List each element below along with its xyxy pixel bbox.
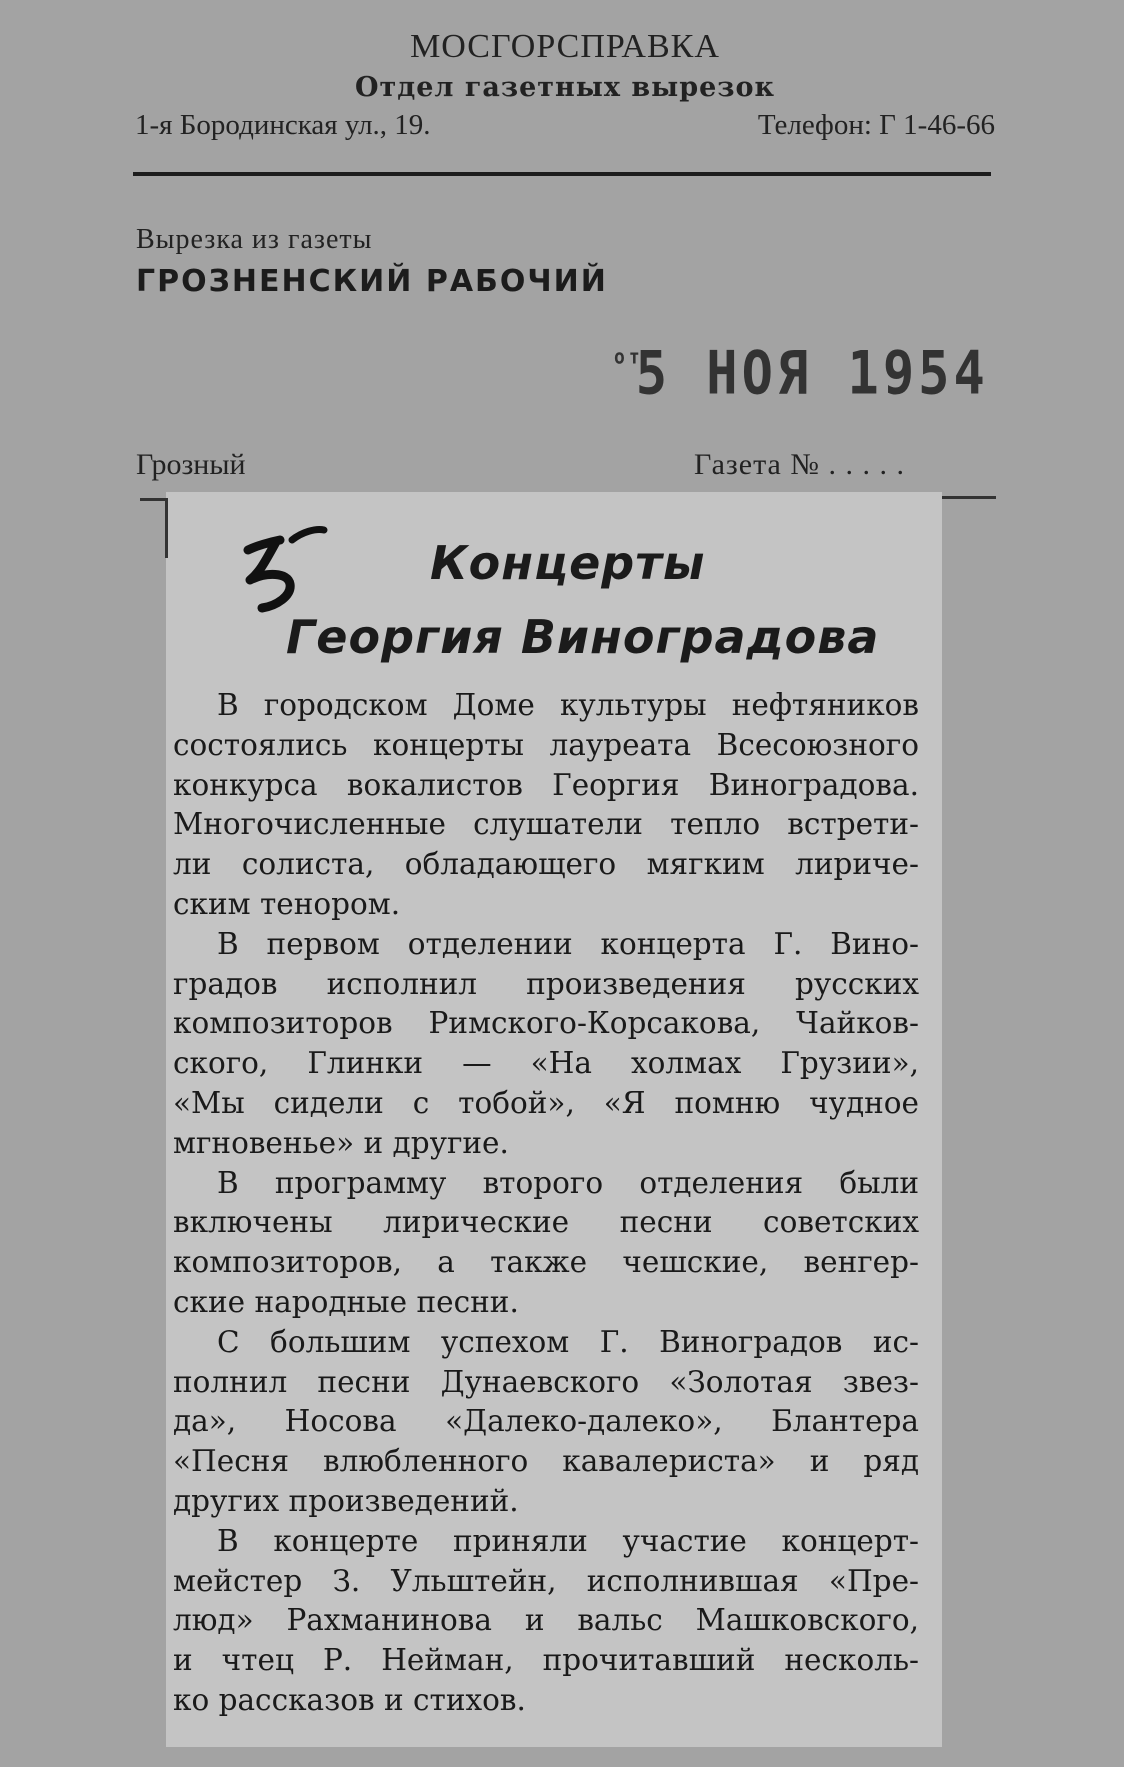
- header-rule: [133, 172, 991, 176]
- article-line: В городском Доме культуры нефтяников: [217, 688, 919, 722]
- article-line: мейстер З. Ульштейн, исполнившая «Пре-: [173, 1563, 919, 1598]
- article-line: «Мы сидели с тобой», «Я помню чудное: [173, 1085, 919, 1120]
- article-line: мгновенье» и другие.: [173, 1125, 509, 1160]
- letterhead: [135, 28, 995, 142]
- gazeta-number-label: Газета № . . . . .: [694, 448, 905, 481]
- article-line: композиторов, а также чешские, венгер-: [173, 1245, 919, 1280]
- address-row: [135, 109, 995, 142]
- article-line: конкурса вокалистов Георгия Виноградова.: [173, 767, 919, 802]
- article-line: ко рассказов и стихов.: [173, 1682, 526, 1717]
- article-line: полнил песни Дунаевского «Золотая звез-: [173, 1364, 919, 1399]
- newspaper-name: ГРОЗНЕНСКИЙ РАБОЧИЙ: [136, 264, 608, 299]
- handwritten-number-mark: [236, 520, 332, 616]
- article-line: В первом отделении концерта Г. Вино-: [217, 926, 919, 961]
- article-line: состоялись концерты лауреата Всесоюзного: [173, 727, 919, 762]
- article-line: ского, Глинки — «На холмах Грузии»,: [173, 1046, 919, 1081]
- article-line: ли солиста, обладающего мягким лириче-: [173, 847, 919, 882]
- article-line: В концерте приняли участие концерт-: [217, 1523, 919, 1558]
- article-line: градов исполнил произведения русских: [173, 966, 919, 1001]
- clipping-from-label: Вырезка из газеты: [136, 224, 373, 255]
- article-title-line-2: Георгия Виноградова: [286, 610, 880, 664]
- stamp-prefix: от: [614, 345, 644, 370]
- right-rule-fragment: [938, 496, 996, 499]
- org-name: МОСГОРСПРАВКА: [410, 28, 720, 65]
- left-edge-mark: [165, 498, 168, 558]
- phone: Телефон: Г 1-46-66: [757, 109, 995, 141]
- department-name: Отдел газетных вырезок: [355, 72, 775, 103]
- article-line: «Песня влюбленного кавалериста» и ряд: [173, 1444, 919, 1479]
- article-line: и чтец Р. Нейман, прочитавший несколь-: [173, 1643, 919, 1678]
- article-line: люд» Рахманинова и вальс Машковского,: [173, 1603, 919, 1638]
- article-line: включены лирические песни советских: [173, 1205, 919, 1240]
- article-title-line-1: Концерты: [430, 536, 706, 590]
- article-line: С большим успехом Г. Виноградов ис-: [217, 1324, 919, 1359]
- article-line: да», Носова «Далеко-далеко», Блантера: [173, 1404, 919, 1439]
- article-line: Многочисленные слушатели тепло встрети-: [173, 807, 919, 842]
- article-line: других произведений.: [173, 1483, 519, 1518]
- stamp-date: 5 НОЯ 1954: [635, 339, 989, 409]
- article-line: композиторов Римского-Корсакова, Чайков-: [173, 1006, 919, 1041]
- article-line: В программу второго отделения были: [217, 1165, 919, 1200]
- date-stamp: [614, 340, 989, 409]
- article-line: ские народные песни.: [173, 1284, 519, 1319]
- city-label: Грозный: [136, 448, 246, 481]
- article-line: ским тенором.: [173, 886, 401, 921]
- address: 1-я Бородинская ул., 19.: [135, 109, 431, 141]
- left-rule-fragment: [140, 498, 168, 501]
- article-body: [173, 686, 919, 1721]
